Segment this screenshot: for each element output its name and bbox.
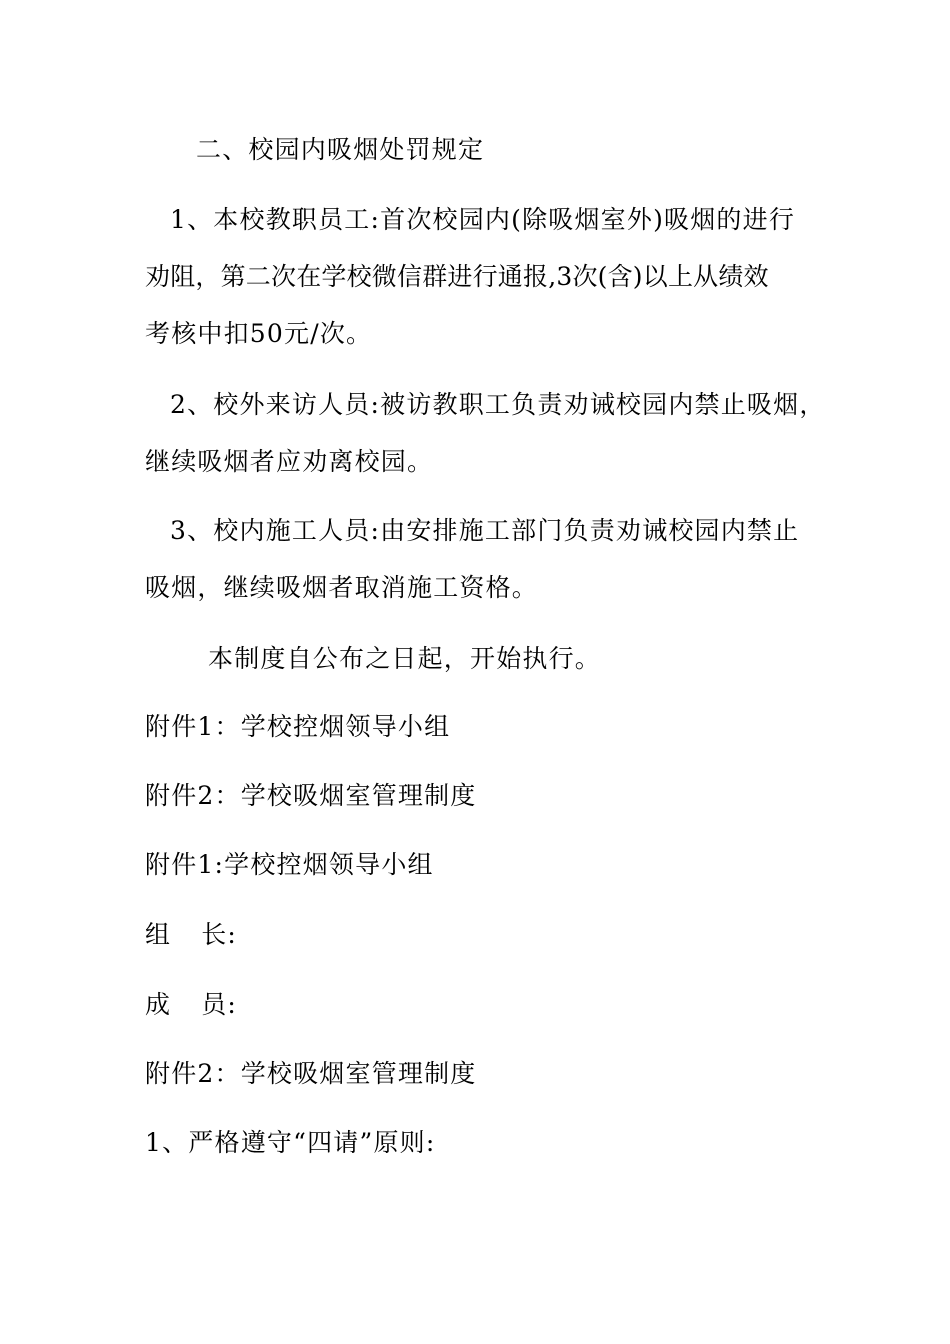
attachment-2-title: 附件2：学校吸烟室管理制度 bbox=[145, 1059, 477, 1088]
rule-3-line-1: 3、校内施工人员:由安排施工部门负责劝诫校园内禁止 bbox=[170, 516, 800, 545]
leader-label-char: 组 bbox=[145, 920, 172, 949]
member-label bbox=[145, 990, 237, 1020]
leader-label bbox=[145, 920, 237, 950]
rule-2-line-2: 继续吸烟者应劝离校园。 bbox=[145, 447, 434, 476]
rule-1-line-2: 劝阻，第二次在学校微信群进行通报,3次(含)以上从绩效 bbox=[145, 262, 769, 291]
attachment-1-title: 附件1:学校控烟领导小组 bbox=[145, 850, 434, 879]
rule-3-line-2: 吸烟，继续吸烟者取消施工资格。 bbox=[145, 573, 539, 602]
section-heading: 二、校园内吸烟处罚规定 bbox=[196, 135, 485, 164]
member-label-char: 成 bbox=[145, 990, 172, 1019]
attachment-list-item-1: 附件1：学校控烟领导小组 bbox=[145, 712, 451, 741]
attachment-2-item-1: 1、严格遵守“四请”原则: bbox=[145, 1128, 436, 1157]
leader-label-rest: 长: bbox=[201, 920, 238, 949]
rule-1-line-3: 考核中扣50元/次。 bbox=[145, 319, 373, 348]
effective-statement: 本制度自公布之日起，开始执行。 bbox=[208, 644, 602, 673]
rule-2-line-1: 2、校外来访人员:被访教职工负责劝诫校园内禁止吸烟， bbox=[170, 390, 826, 419]
member-label-rest: 员: bbox=[201, 990, 238, 1019]
rule-1-line-1: 1、本校教职员工:首次校园内(除吸烟室外)吸烟的进行 bbox=[170, 205, 796, 234]
attachment-list-item-2: 附件2：学校吸烟室管理制度 bbox=[145, 781, 477, 810]
